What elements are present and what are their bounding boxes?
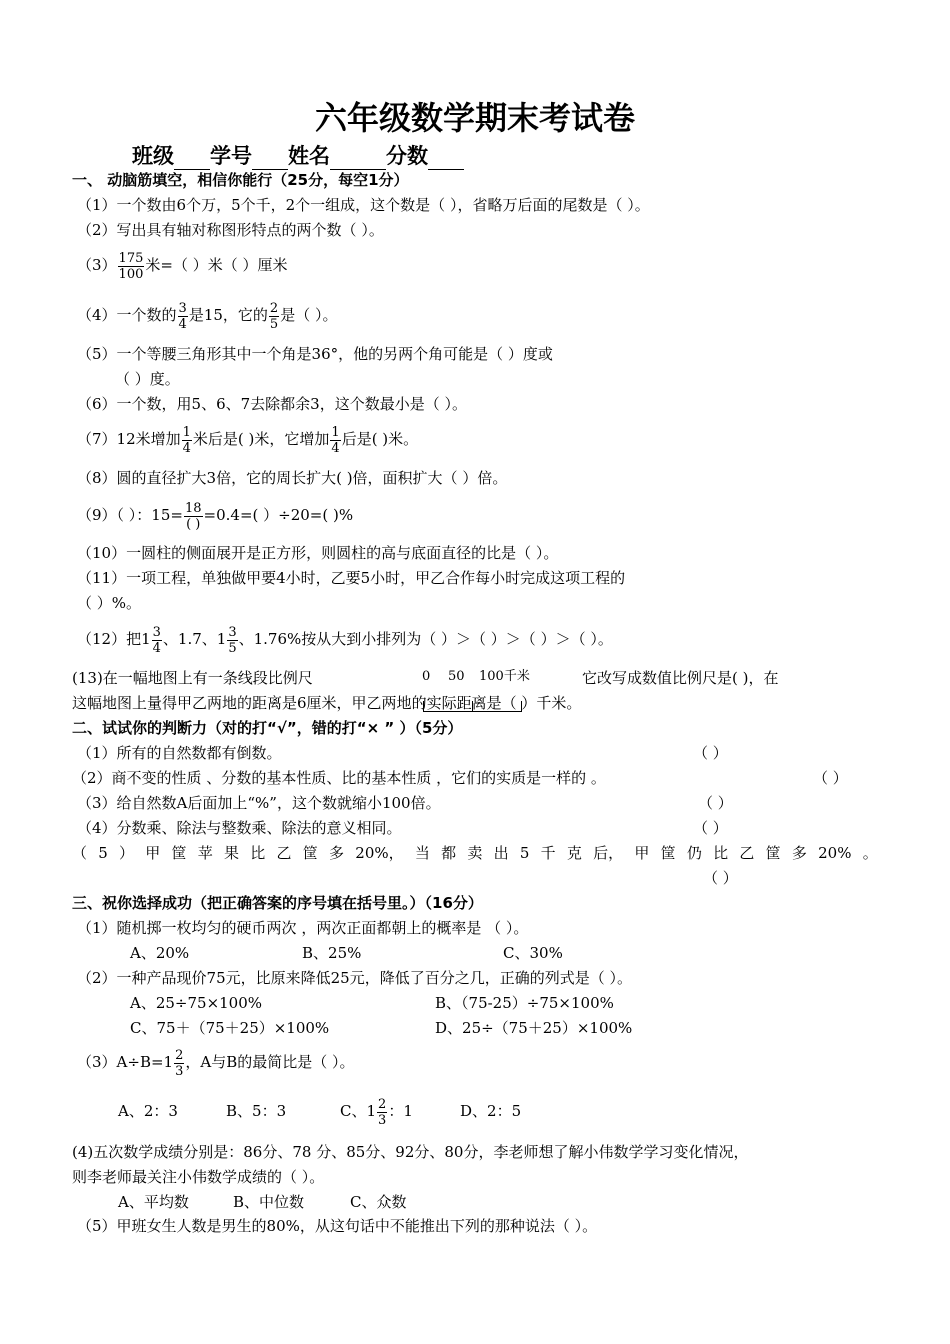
s1-question-9 — [77, 497, 353, 533]
s3-q3-option-a: A、2：3 — [118, 1102, 178, 1120]
s2-item-5-word: 甲 — [634, 844, 650, 862]
s3-question-2: （2）一种产品现价75元，比原来降低25元，降低了百分之几，正确的列式是（ ）。 — [77, 969, 632, 987]
q4-f1-denominator: 4 — [178, 316, 187, 332]
s3q3-fraction — [174, 1048, 184, 1079]
s2-item-5-word: 乙 — [276, 844, 292, 862]
s3q3-suffix: ，A与B的最简比是（ ）。 — [185, 1053, 355, 1071]
q13-line2-b: 甲乙两地 — [351, 694, 412, 712]
s1-question-5-line1: （5）一个等腰三角形其中一个角是36°，他的另两个角可能是（ ）度或 — [77, 345, 553, 363]
score-blank[interactable] — [428, 147, 464, 170]
s1-question-13-prefix: (13)在一幅地图上有一条线段比例尺 — [72, 669, 313, 687]
q12-suffix: 、1.76%按从大到小排列为（ ）＞（ ）＞（ ）＞（ ）。 — [238, 630, 613, 648]
s2-item-4: （4）分数乘、除法与整数乘、除法的意义相同。 — [77, 819, 402, 837]
s1-question-11-line2: （ ）%。 — [77, 594, 142, 612]
s3q3-prefix: （3）A÷B=1 — [77, 1053, 174, 1071]
s1-question-1: （1）一个数由6个万，5个千，2个一组成，这个数是（ ），省略万后面的尾数是（ ）。 — [77, 196, 650, 214]
s2-item-5-word: 克 — [566, 844, 582, 862]
s2-item-1: （1）所有的自然数都有倒数。 — [77, 744, 282, 762]
q4-middle: 是15，它的 — [188, 306, 268, 324]
class-label: 班级 — [132, 144, 174, 168]
s3-question-3 — [77, 1044, 355, 1080]
section2-heading: 二、试试你的判断力（对的打“√”，错的打“× ” ）（5分） — [72, 719, 463, 737]
number-blank[interactable] — [252, 147, 288, 170]
s2-item-5-word: 20% — [818, 844, 852, 862]
s3-q4-option-b: B、中位数 — [233, 1193, 305, 1211]
q7-f2-numerator: 1 — [331, 424, 340, 440]
q3-numerator: 175 — [118, 250, 144, 266]
s2-item-5-word: 多 — [329, 844, 345, 862]
q4-f2-denominator: 5 — [269, 316, 279, 332]
s3-question-4-line1: (4)五次数学成绩分别是：86分、78 分、85分、92分、80分，李老师想了解小伟数学学习变化情况， — [72, 1143, 749, 1161]
s2-item-5-word: 5 — [98, 844, 108, 862]
s1-question-12 — [77, 621, 613, 657]
s3-q1-option-b: B、25% — [302, 944, 362, 962]
s1-question-5-line2: （ ）度。 — [115, 370, 180, 388]
q3-suffix: 米=（ ）米（ ）厘米 — [145, 256, 288, 274]
q7-fraction-2 — [330, 425, 340, 456]
s2-item-5-word: 筐 — [302, 844, 318, 862]
s2-item-1-answer[interactable]: （ ） — [693, 744, 728, 762]
s2-item-3: （3）给自然数A后面加上“%”，这个数就缩小100倍。 — [77, 794, 441, 812]
s3-q4-option-a: A、平均数 — [118, 1193, 189, 1211]
q9-fraction — [184, 501, 203, 532]
s3-q2-option-c: C、75＋（75＋25）×100% — [130, 1019, 330, 1037]
s1-question-8: （8）圆的直径扩大3倍，它的周长扩大( )倍，面积扩大（ ）倍。 — [77, 469, 508, 487]
q9-numerator: 18 — [184, 500, 202, 516]
s2-item-5-word: ） — [119, 844, 135, 862]
section1-heading: 一、 动脑筋填空，相信你能行（25分，每空1分） — [72, 171, 409, 189]
s2-item-2-answer[interactable]: （ ） — [813, 769, 848, 787]
s2-item-5-word: （ — [72, 844, 88, 862]
q7-suffix: 后是( )米。 — [341, 430, 419, 448]
s2-item-5-word: 千 — [540, 844, 556, 862]
s3-q4-option-c: C、众数 — [350, 1193, 407, 1211]
q4-f2-numerator: 2 — [269, 300, 279, 316]
s2-item-5-word: 当 — [414, 844, 430, 862]
q9-suffix: =0.4=( ）÷20=( )% — [203, 506, 354, 524]
q4-fraction-1 — [178, 301, 188, 332]
class-blank[interactable] — [174, 147, 210, 170]
s2-item-5-word: 后， — [593, 844, 624, 862]
q12-fraction-2 — [227, 625, 237, 656]
s2-item-5-word: 出 — [493, 844, 509, 862]
s1-question-11-line1: （11）一项工程，单独做甲要4小时，乙要5小时，甲乙合作每小时完成这项工程的 — [77, 569, 626, 587]
s2-item-4-answer[interactable]: （ ） — [693, 819, 728, 837]
s3q3-numerator: 2 — [175, 1047, 184, 1063]
q12-f2-denominator: 5 — [228, 640, 237, 656]
s2-item-5-word: 筐 — [660, 844, 676, 862]
s2-item-5-word: 比 — [713, 844, 729, 862]
s3-q2-option-a: A、25÷75×100% — [130, 994, 263, 1012]
s3-question-4-line2: 则李老师最关注小伟数学成绩的（ ）。 — [72, 1168, 325, 1186]
s3q3-optc-denominator: 3 — [378, 1112, 387, 1128]
s3-q3-option-b: B、5：3 — [226, 1102, 287, 1120]
s1-question-4 — [77, 297, 337, 333]
scale-label-50: 50 — [448, 669, 465, 684]
page-title: 六年级数学期末考试卷 — [314, 99, 635, 137]
header-info-line — [132, 142, 464, 170]
q7-f1-numerator: 1 — [182, 424, 191, 440]
q4-f1-numerator: 3 — [178, 300, 187, 316]
s1-question-13-line2 — [72, 693, 581, 713]
name-blank[interactable] — [330, 147, 386, 170]
s2-item-5-word: 仍 — [686, 844, 702, 862]
s1-question-3 — [77, 247, 287, 283]
name-label: 姓名 — [288, 144, 330, 168]
s3q3-optc-prefix: C、1 — [340, 1102, 377, 1120]
s2-item-5-word: 比 — [250, 844, 266, 862]
s3q3-optc-numerator: 2 — [378, 1096, 387, 1112]
q12-f2-numerator: 3 — [228, 624, 237, 640]
s2-item-5-word: 5 — [519, 844, 530, 862]
q12-f1-denominator: 4 — [152, 640, 161, 656]
q3-denominator: 100 — [118, 266, 144, 282]
q9-prefix: （9）（ ）：15= — [77, 506, 183, 524]
q7-fraction-1 — [182, 425, 192, 456]
s2-item-5-answer[interactable]: （ ） — [703, 869, 738, 887]
q7-middle: 米后是( )米，它增加 — [192, 430, 330, 448]
s2-item-2: （2）商不变的性质 、分数的基本性质、比的基本性质 ，它们的实质是一样的 。 — [72, 769, 606, 787]
s1-question-7 — [77, 421, 418, 457]
q12-prefix: （12）把1 — [77, 630, 151, 648]
s3-q1-option-c: C、30% — [503, 944, 563, 962]
s2-item-5-word: 苹 — [197, 844, 213, 862]
q13-line2-a: 这幅地图上量得甲乙两地的距离是6厘米， — [72, 694, 352, 712]
scale-label-0: 0 — [422, 669, 431, 684]
s2-item-3-answer[interactable]: （ ） — [698, 794, 733, 812]
q12-fraction-1 — [152, 625, 162, 656]
q4-prefix: （4）一个数的 — [77, 306, 177, 324]
number-label: 学号 — [210, 144, 252, 168]
q13-line2-c: 的实际距离是（ ）千米。 — [411, 694, 582, 712]
s3-q1-option-a: A、20% — [130, 944, 190, 962]
s2-item-5-word: 甲 — [145, 844, 161, 862]
s1-question-6: （6）一个数，用5、6、7去除都余3，这个数最小是（ ）。 — [77, 395, 467, 413]
s3q3-denominator: 3 — [175, 1063, 184, 1079]
s2-item-5 — [72, 843, 878, 863]
q4-suffix: 是（ ）。 — [280, 306, 338, 324]
s2-item-5-word: 果 — [224, 844, 240, 862]
s2-item-5-word: 都 — [441, 844, 457, 862]
s1-question-10: （10）一圆柱的侧面展开是正方形，则圆柱的高与底面直径的比是（ ）。 — [77, 544, 559, 562]
s2-item-5-word: 乙 — [739, 844, 755, 862]
q12-f1-numerator: 3 — [152, 624, 161, 640]
q3-fraction — [118, 251, 145, 282]
s3-question-1: （1）随机掷一枚均匀的硬币两次 ，两次正面都朝上的概率是 （ ）。 — [77, 919, 529, 937]
s2-item-5-word: 。 — [862, 844, 878, 862]
score-label: 分数 — [386, 144, 428, 168]
q9-denominator: ( ) — [186, 516, 201, 532]
q3-prefix: （3） — [77, 256, 117, 274]
s3q3-optc-suffix: ：1 — [388, 1102, 413, 1120]
s2-item-5-word: 卖 — [467, 844, 483, 862]
s1-question-13-suffix: 它改写成数值比例尺是( )，在 — [582, 669, 779, 687]
s2-item-5-word: 20%， — [355, 844, 404, 862]
q7-f1-denominator: 4 — [182, 440, 191, 456]
q7-prefix: （7）12米增加 — [77, 430, 181, 448]
s2-item-5-word: 多 — [791, 844, 807, 862]
s1-question-2: （2）写出具有轴对称图形特点的两个数（ ）。 — [77, 221, 384, 239]
s3-q3-option-d: D、2：5 — [460, 1102, 522, 1120]
q7-f2-denominator: 4 — [331, 440, 340, 456]
s3-q3-option-c — [340, 1093, 413, 1129]
s3-question-5: （5）甲班女生人数是男生的80%，从这句话中不能推出下列的那种说法（ ）。 — [77, 1217, 598, 1235]
s3-q2-option-d: D、25÷（75＋25）×100% — [435, 1019, 633, 1037]
s3q3-optc-fraction — [377, 1097, 387, 1128]
scale-label-100: 100千米 — [479, 669, 530, 684]
section3-heading: 三、祝你选择成功（把正确答案的序号填在括号里。）（16分） — [72, 894, 483, 912]
s2-item-5-word: 筐 — [171, 844, 187, 862]
q12-middle: 、1.7、1 — [162, 630, 227, 648]
s2-item-5-word: 筐 — [765, 844, 781, 862]
s3-q2-option-b: B、（75-25）÷75×100% — [435, 994, 614, 1012]
q4-fraction-2 — [269, 301, 279, 332]
